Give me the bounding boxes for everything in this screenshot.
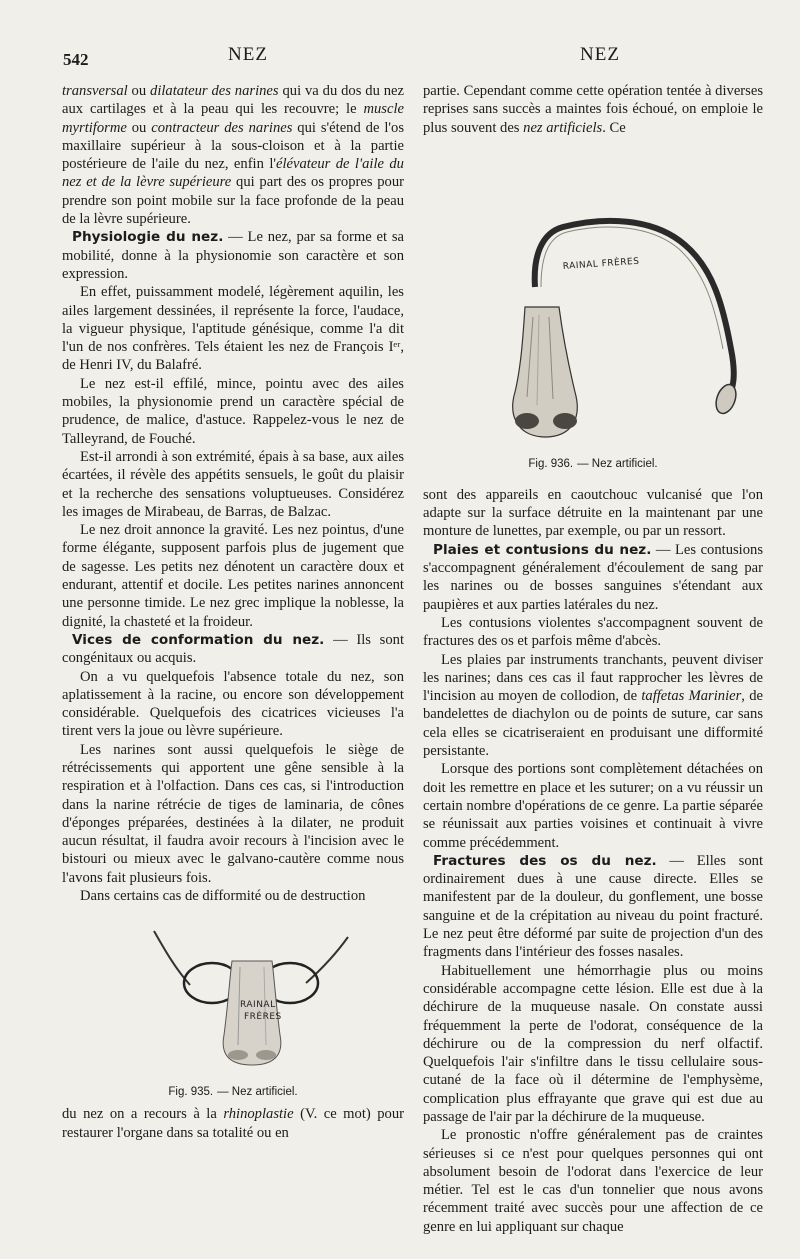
italic-term: contracteur des narines bbox=[151, 119, 293, 136]
paragraph: Les narines sont aussi quelquefois le siège de rétrécissements qui apportent une gêne sensible à la respiration et à l'olfaction. Dans ces cas, si l'introduction dans la narine rétrécie de tiges de laminaria, de cônes d'éponges préparées, destinées à la dilater, ne produit aucun résultat, il faudra avoir recours à l'incision avec le bistouri ou mieux avec le galvano-cautère comme nous l'avons fait plusieurs fois. bbox=[62, 741, 404, 886]
paragraph: Les contusions violentes s'accompagnent souvent de fractures des os et parfois même d'abcès. bbox=[423, 614, 763, 650]
section-heading: Plaies et contusions du nez. bbox=[433, 541, 652, 558]
text-run: qui s'étend de l'os maxillaire supérieur à la sous-cloison et à la partie postérieure de l'aile du nez, enfin l' bbox=[62, 119, 405, 173]
right-column bbox=[423, 82, 763, 1236]
paragraph: Le nez droit annonce la gravité. Les nez pointus, d'une forme élégante, supposent parfois plus de jugement que de sagesse. Les petits nez dénotent un caractère doux et endurant, attentif et docile. Les petites narines annoncent une personne timide. Le nez grec implique la noblesse, la dignité, la chasteté et la froideur. bbox=[62, 522, 404, 630]
section-heading: Vices de conformation du nez. bbox=[72, 631, 325, 648]
left-column bbox=[62, 82, 404, 1142]
maker-label-bottom: FRÈRES bbox=[244, 1012, 282, 1023]
maker-engraving: RAINAL FRÈRES bbox=[562, 256, 640, 272]
section-heading: Physiologie du nez. bbox=[72, 229, 224, 246]
section-heading: Fractures des os du nez. bbox=[433, 852, 657, 869]
text-run: ou bbox=[127, 83, 151, 99]
paragraph bbox=[62, 1105, 404, 1142]
italic-term: transversal bbox=[62, 83, 128, 99]
figure-caption: Fig. 935. — Nez artificiel. bbox=[168, 1086, 298, 1099]
paragraph: Habituellement une hémorrhagie plus ou moins considérable accompagne cette lésion. Elle est due à la déchirure de la muqueuse nasale. On constate aussi fréquemment la perte de l'odorat, conséquence de la déchirure ou de la compression du nerf olfactif. Quelquefois l'air s'infiltre dans le tissu cellulaire sous-cutané de la face où il détermine de l'emphysème, complication plus effrayante que grave qui est due au passage de l'air par la déchirure de la muqueuse. bbox=[423, 962, 763, 1125]
text-run: . Ce bbox=[602, 119, 626, 136]
italic-term: élévateur de l'aile du nez et de la lèvre supérieure bbox=[62, 156, 404, 191]
figure-caption: Fig. 936. — Nez artificiel. bbox=[528, 457, 658, 470]
running-header bbox=[0, 42, 800, 68]
section-fractures: Fractures des os du nez. — Elles sont ordinairement dues à une cause directe. Elles se manifestent par de la douleur, du gonflement, une bosse sanguine et de la crépitation au niveau du point fracturé. Le nez peut être déformé par suite de projection d'un des fragments dans l'intérieur des fosses nasales. bbox=[423, 852, 763, 961]
italic-term: dilatateur des narines bbox=[150, 83, 279, 99]
italic-term: muscle myrtiforme bbox=[62, 101, 404, 136]
paragraph: Dans certains cas de difformité ou de destruction bbox=[80, 888, 366, 905]
nose-with-spectacles-illustration bbox=[62, 915, 404, 1080]
paragraph: En effet, puissamment modelé, légèrement aquilin, les ailes largement dessinées, il représente la force, l'audace, la vigueur physique, l'aptitude génésique, comme l'a dit l'un de nos confrères. Tels étaient les nez de François Iᵉʳ, de Henri IV, du Balafré. bbox=[62, 284, 404, 374]
paragraph: Le nez est-il effilé, mince, pointu avec des ailes mobiles, la physionomie prend un caractère spécial de prudence, de malice, d'astuce. Rappelez-vous le nez de Talleyrand, de Fouché. bbox=[62, 375, 404, 447]
maker-label-top: RAINAL bbox=[240, 1000, 276, 1011]
figure-935 bbox=[62, 915, 404, 1105]
paragraph: sont des appareils en caoutchouc vulcanisé que l'on adapte sur la surface détruite en la maintenant par une monture de lunettes, par exemple, ou par un ressort. bbox=[423, 486, 763, 540]
running-title-right: NEZ bbox=[580, 44, 620, 65]
text-run: qui part des os propres pour prendre son point mobile sur la face profonde de la peau de la lèvre supérieure. bbox=[62, 174, 404, 228]
text-run: Les plaies par instruments tranchants, peuvent diviser les narines; dans ces cas il faut rapprocher les lèvres de l'incision au moyen de collodion, de bbox=[423, 651, 763, 705]
text-run: qui va du dos du nez aux cartilages et à la peau qui les recouvre; le bbox=[62, 83, 404, 118]
italic-term: rhinoplastie bbox=[223, 1106, 294, 1123]
figure-number: Fig. 935. bbox=[168, 1086, 214, 1099]
italic-term: nez artificiels bbox=[523, 119, 603, 136]
section-plaies: Plaies et contusions du nez. — Les contusions s'accompagnent généralement d'écoulement de sang par les narines ou de bosses sanguines s'étendant aux paupières et aux parties latérales du nez. bbox=[423, 541, 764, 613]
paragraph-muscles bbox=[62, 82, 404, 228]
text-run: partie. Cependant comme cette opération tentée à diverses reprises sans succès a maintes fois échoué, on emploie le plus souvent des bbox=[423, 83, 763, 136]
section-physiologie: Physiologie du nez. — Le nez, par sa forme et sa mobilité, donne à la physionomie son caractère et son expression. bbox=[62, 229, 404, 282]
paragraph: Est-il arrondi à son extrémité, épais à sa base, aux ailes écartées, il révèle des appétits sensuels, le goût du plaisir et la recherche des sensations voluptueuses. Considérez les images de Mirabeau, de Barras, de Balzac. bbox=[62, 448, 404, 520]
text-run: du nez on a recours à la bbox=[62, 1106, 224, 1123]
page-number: 542 bbox=[63, 50, 89, 69]
paragraph: Lorsque des portions sont complètement détachées on doit les remettre en place et les suturer; on a vu réussir un certain nombre d'opérations de ce genre. La partie séparée se réunissait aux parties voisines et continuait à vivre comme précédemment. bbox=[423, 761, 763, 851]
paragraph: On a vu quelquefois l'absence totale du nez, son aplatissement à la racine, ou encore son développement considérable. Quelquefois des cicatrices vicieuses l'a tirent vers la joue ou lèvre supérieure. bbox=[62, 668, 404, 740]
paragraph bbox=[423, 82, 763, 137]
running-title-left: NEZ bbox=[228, 44, 268, 65]
paragraph bbox=[423, 651, 763, 761]
paragraph: Le pronostic n'offre généralement pas de craintes sérieuses si ce n'est pour quelques personnes qui ont absolument besoin de l'odorat dans l'exercice de leur métier. Tel est le cas d'un tonnelier que nous avons récemment traité avec succès pour une affection de ce genre en lui appliquant sur chaque bbox=[423, 1127, 763, 1235]
text-run: ou bbox=[126, 119, 152, 136]
text-run: , de bandelettes de diachylon ou de points de suture, car sans cela elles se cicatriseraient en produisant une difformité persistante. bbox=[423, 688, 763, 760]
section-vices: Vices de conformation du nez. — Ils sont congénitaux ou acquis. bbox=[62, 631, 404, 667]
italic-term: taffetas Marinier bbox=[641, 688, 742, 705]
nose-with-spring-illustration bbox=[423, 137, 763, 452]
figure-number: Fig. 936. bbox=[528, 457, 574, 470]
text-run: (V. ce mot) pour restaurer l'organe dans sa totalité ou en bbox=[62, 1106, 404, 1141]
figure-936 bbox=[423, 137, 763, 482]
